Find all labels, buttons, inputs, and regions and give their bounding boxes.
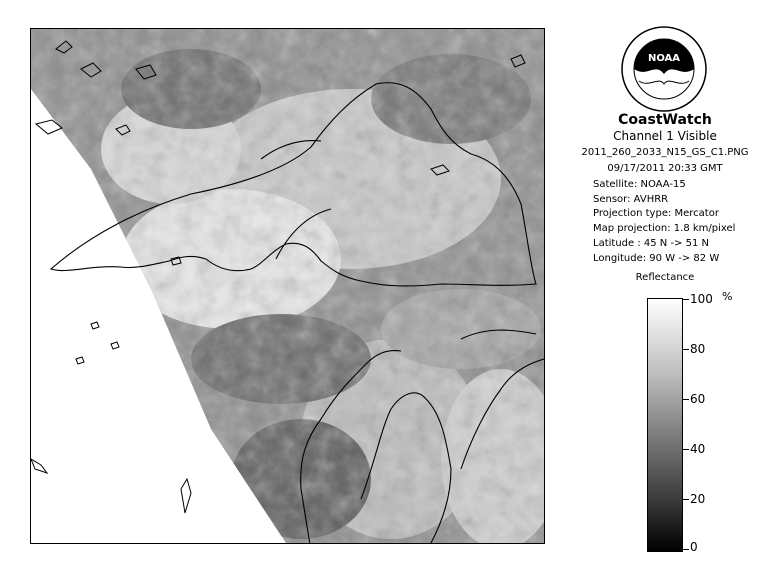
reflectance-colorbar — [647, 298, 683, 552]
sensor-label: Sensor: AVHRR — [593, 194, 669, 205]
legend-tick-label: 60 — [690, 392, 706, 406]
latitude-range: Latitude : 45 N -> 51 N — [593, 238, 709, 249]
legend-tick — [683, 399, 689, 400]
satellite-image — [31, 29, 544, 543]
projection-type: Projection type: Mercator — [593, 208, 719, 219]
legend-tick-label: 20 — [690, 492, 706, 506]
legend-tick — [683, 299, 689, 300]
legend-tick — [683, 349, 689, 350]
legend-tick-label: 40 — [690, 442, 706, 456]
noaa-logo — [621, 26, 707, 112]
product-title: CoastWatch — [618, 112, 712, 128]
satellite-label: Satellite: NOAA-15 — [593, 179, 686, 190]
legend-unit: % — [722, 290, 733, 303]
longitude-range: Longitude: 90 W -> 82 W — [593, 253, 720, 264]
acquisition-datetime: 09/17/2011 20:33 GMT — [607, 163, 723, 174]
legend-tick-label: 100 — [690, 292, 713, 306]
file-name: 2011_260_2033_N15_GS_C1.PNG — [581, 147, 749, 158]
legend-tick — [683, 449, 689, 450]
legend-tick — [683, 549, 689, 550]
logo-text: NOAA — [647, 53, 681, 64]
legend-tick-label: 80 — [690, 342, 706, 356]
channel-name: Channel 1 Visible — [613, 129, 717, 143]
satellite-map[interactable] — [30, 28, 545, 544]
legend-tick-label: 0 — [690, 540, 698, 554]
legend-title: Reflectance — [635, 272, 695, 283]
map-projection: Map projection: 1.8 km/pixel — [593, 223, 736, 234]
legend-tick — [683, 499, 689, 500]
